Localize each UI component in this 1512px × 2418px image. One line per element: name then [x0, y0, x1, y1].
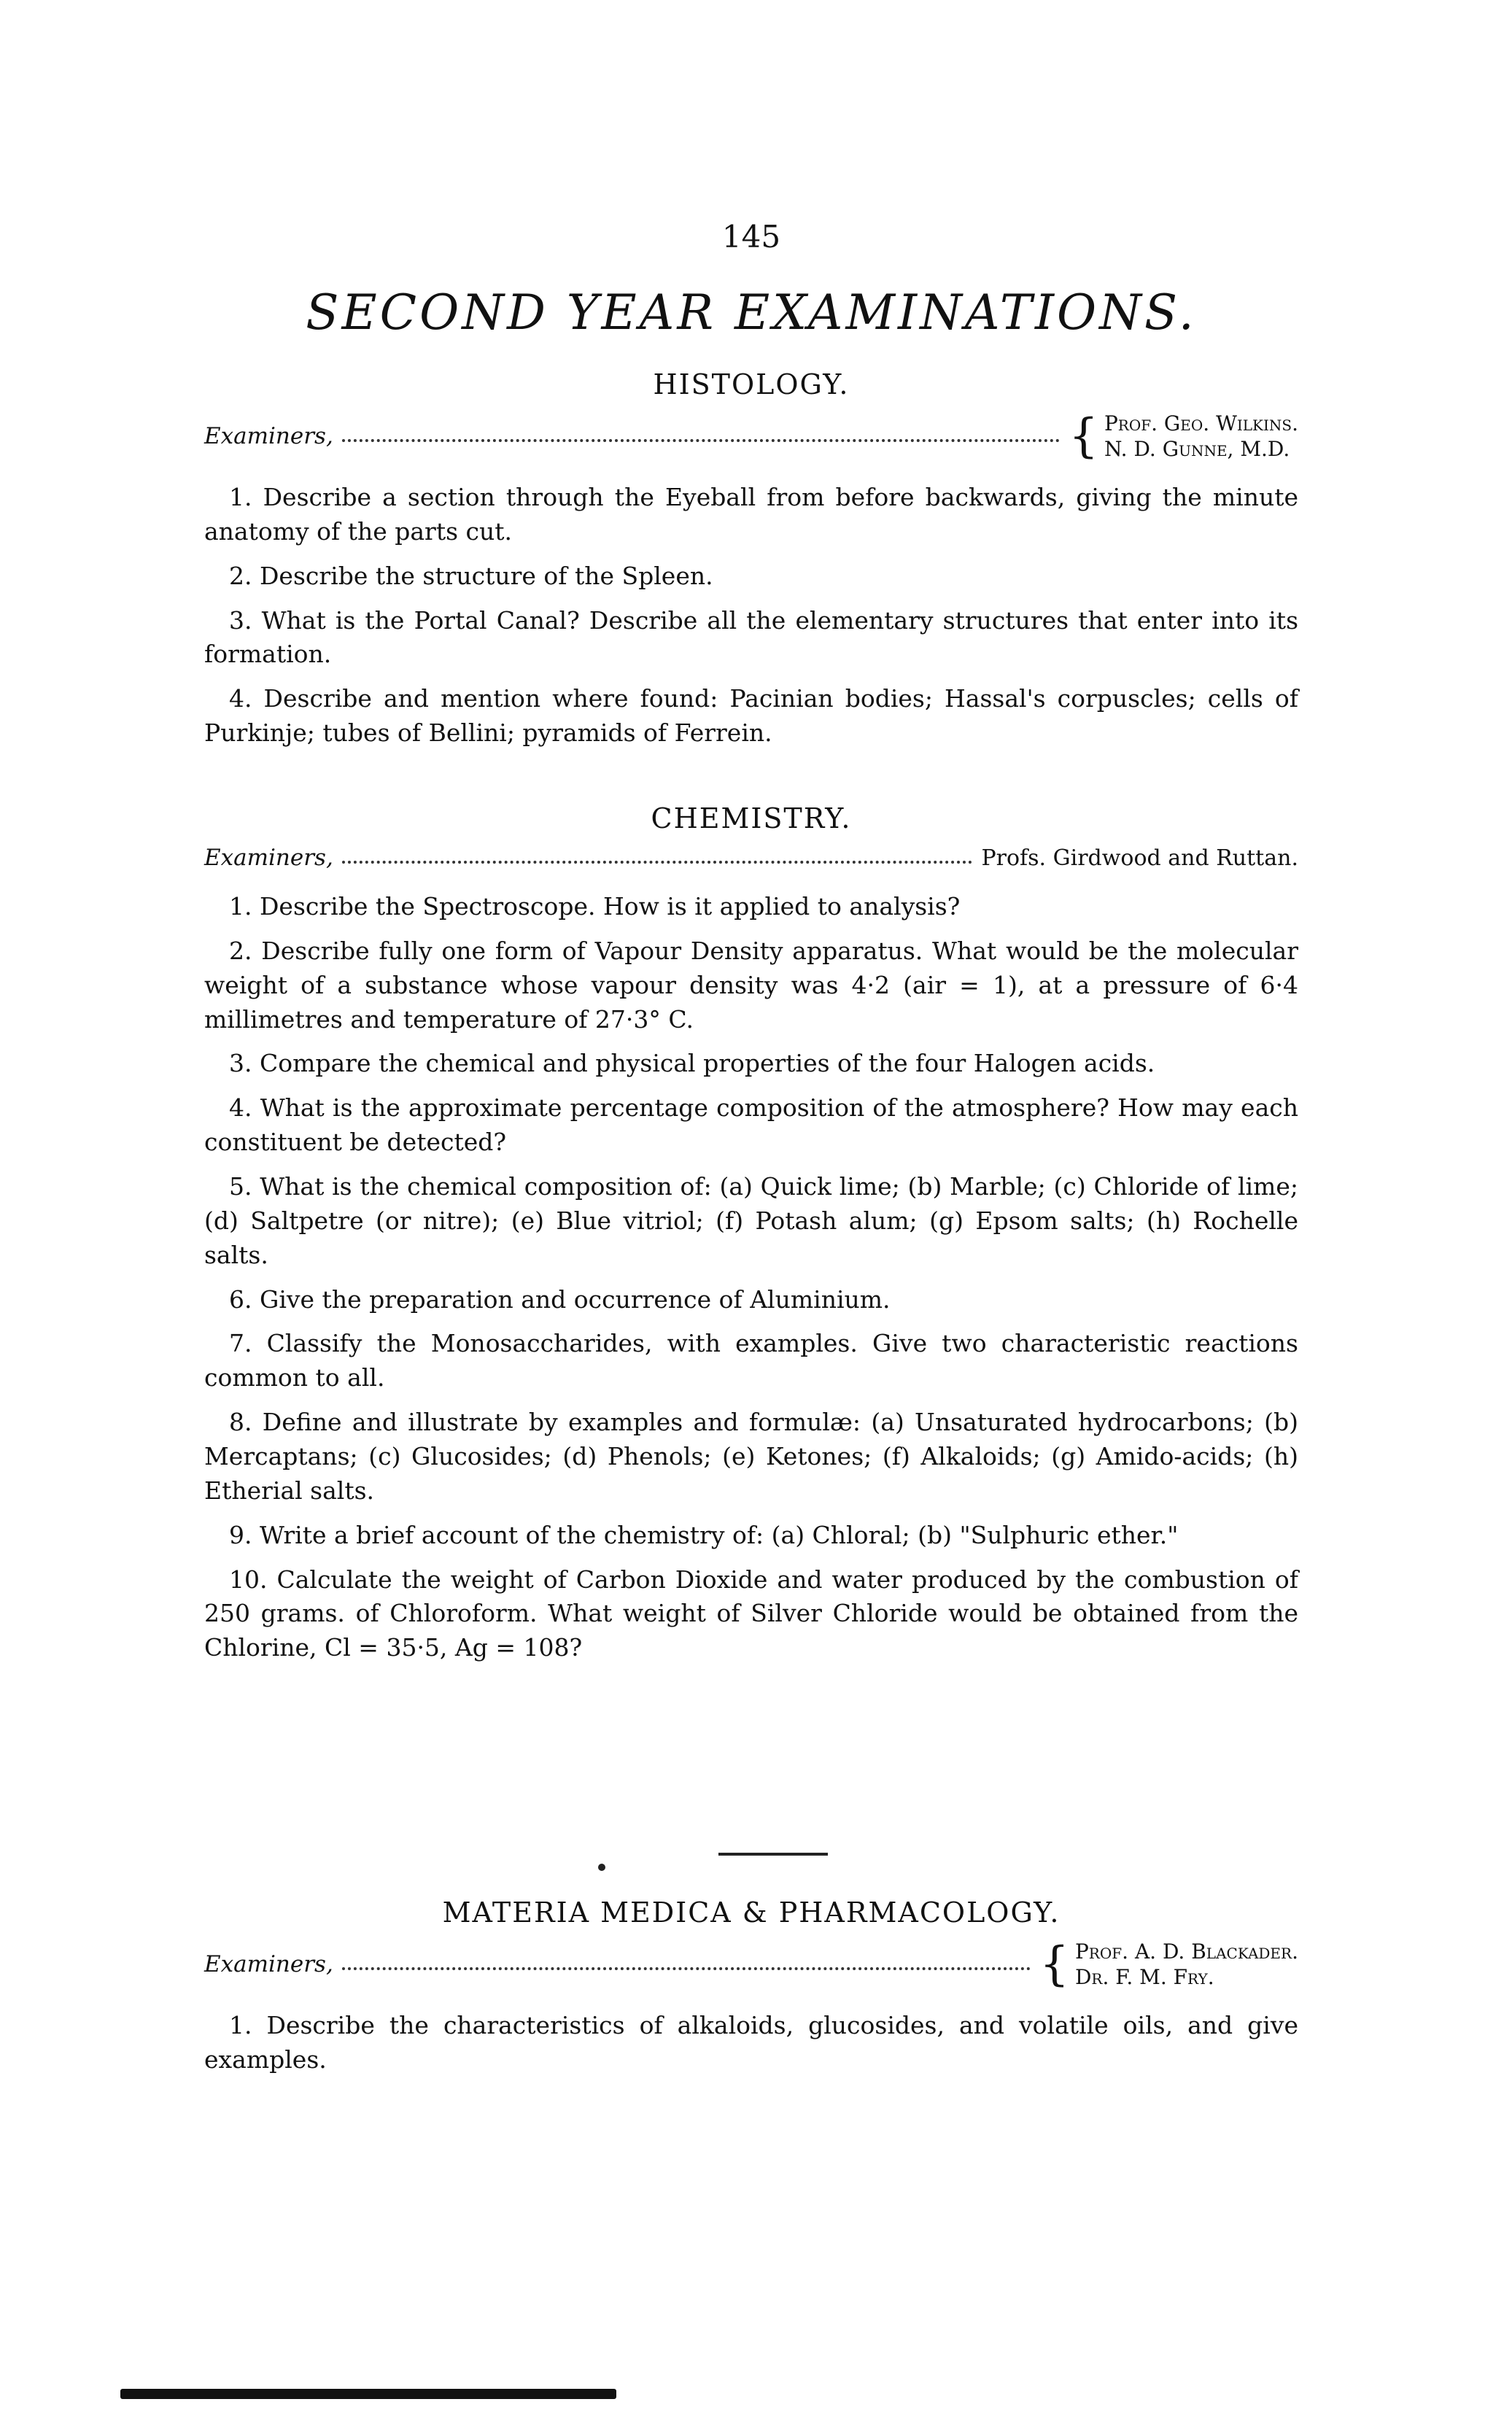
question: 5. What is the chemical composition of: (a) Quick lime; (b) Marble; (c) Chloride of lime; (d) Saltpetre (or nitre); (e) Blue vitriol; (f) Potash alum; (g) Epsom salts; (h) Rochelle salts. — [204, 1172, 1298, 1269]
question: 1. Describe the Spectroscope. How is it applied to analysis? — [229, 892, 961, 921]
question: 6. Give the preparation and occurrence of Aluminium. — [229, 1284, 891, 1314]
section-chemistry — [204, 802, 1298, 1675]
question: 8. Define and illustrate by examples and formulæ: (a) Unsaturated hydrocarbons; (b) Mercaptans; (c) Glucosides; (d) Phenols; (e) Ketones; (f) Alkaloids; (g) Amido-acids; (h) Etherial salts. — [204, 1408, 1298, 1505]
scan-edge-bar — [120, 2389, 616, 2399]
question: 3. Compare the chemical and physical properties of the four Halogen acids. — [229, 1049, 1155, 1078]
examiners-names — [1039, 1939, 1298, 1990]
question: 2. Describe the structure of the Spleen. — [229, 561, 713, 590]
examiners-row — [204, 411, 1298, 462]
question: 9. Write a brief account of the chemistry of: (a) Chloral; (b) "Sulphuric ether." — [229, 1520, 1179, 1549]
leader-dots — [342, 439, 1060, 442]
section-heading: MATERIA MEDICA & PHARMACOLOGY. — [442, 1896, 1061, 1929]
question: 1. Describe a section through the Eyeball from before backwards, giving the minute anatomy of the parts cut. — [204, 483, 1298, 546]
section-divider — [718, 1853, 828, 1856]
question: 10. Calculate the weight of Carbon Dioxide and water produced by the combustion of 250 grams. of Chloroform. What weight of Silver Chloride would be obtained from the Chlorine, Cl = 35·5, Ag = 108? — [204, 1565, 1298, 1662]
question: 7. Classify the Monosaccharides, with examples. Give two characteristic reactions common to all. — [204, 1329, 1298, 1392]
page-title: SECOND YEAR EXAMINATIONS. — [306, 284, 1197, 341]
examiners-row — [204, 1939, 1298, 1990]
document-page — [204, 0, 1298, 2418]
examiners-label: Examiners, — [204, 423, 333, 449]
section-histology — [204, 368, 1298, 761]
section-materia-medica — [204, 1896, 1298, 2088]
examiner-name: Profs. Girdwood and Ruttan. — [981, 845, 1298, 871]
examiner-name: N. D. Gunne, M.D. — [1104, 437, 1290, 461]
brace-icon: { — [1069, 409, 1098, 463]
question: 2. Describe fully one form of Vapour Density apparatus. What would be the molecular weight of a substance whose vapour density was 4·2 (air = 1), at a pressure of 6·4 millimetres and temperature of 27·3° C. — [204, 936, 1298, 1034]
examiners-label: Examiners, — [204, 845, 333, 871]
examiners-label: Examiners, — [204, 1951, 333, 1977]
page-number: 145 — [721, 219, 781, 255]
examiner-name: Dr. F. M. Fry. — [1074, 1965, 1214, 1989]
brace-icon: { — [1039, 1937, 1069, 1991]
examiner-name: Prof. Geo. Wilkins. — [1104, 411, 1298, 435]
section-heading: CHEMISTRY. — [651, 802, 852, 834]
question: 4. What is the approximate percentage composition of the atmosphere? How may each constituent be detected? — [204, 1093, 1298, 1157]
ink-dot — [598, 1864, 605, 1871]
question: 4. Describe and mention where found: Pacinian bodies; Hassal's corpuscles; cells of Purkinje; tubes of Bellini; pyramids of Ferrein. — [204, 684, 1298, 748]
question: 3. What is the Portal Canal? Describe all the elementary structures that enter into its formation. — [204, 605, 1298, 669]
examiners-row — [204, 845, 1298, 871]
leader-dots — [342, 1967, 1031, 1970]
section-heading: HISTOLOGY. — [653, 368, 850, 400]
examiners-names — [1069, 411, 1298, 462]
leader-dots — [342, 861, 973, 864]
question: 1. Describe the characteristics of alkaloids, glucosides, and volatile oils, and give examples. — [204, 2011, 1298, 2074]
examiner-name: Prof. A. D. Blackader. — [1074, 1940, 1298, 1964]
